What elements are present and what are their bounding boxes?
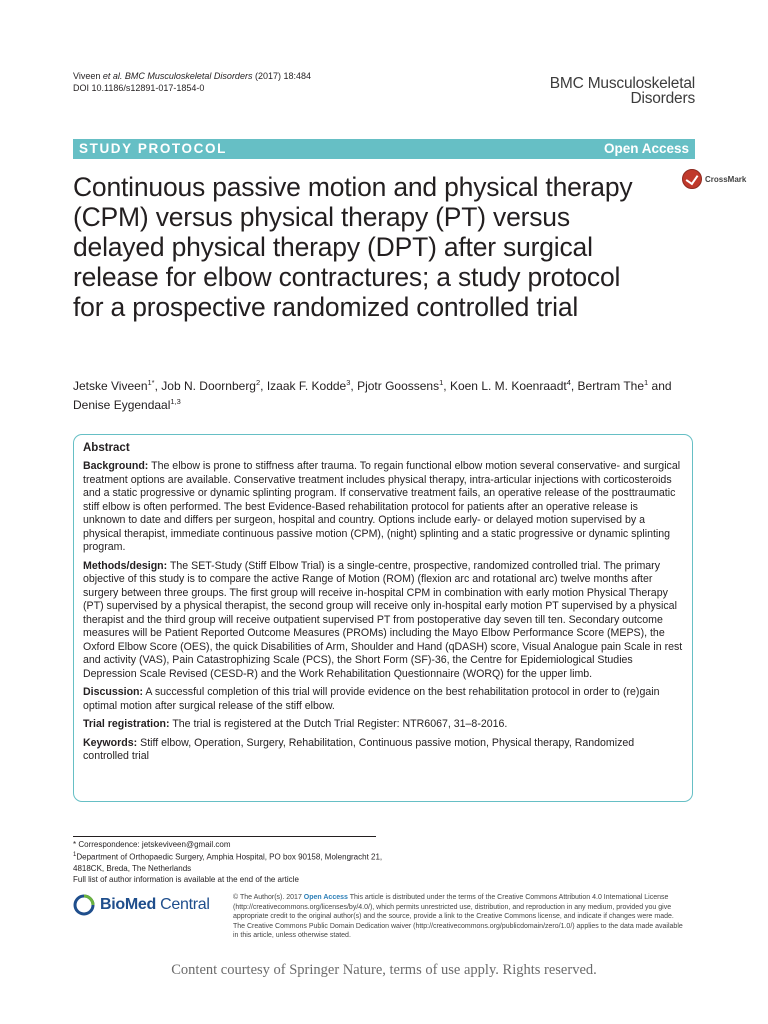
discussion-text: A successful completion of this trial will provide evidence on the best rehabilitation protocol in order to (re)gain optimal motion after surgical release of the stiff elbow. bbox=[83, 686, 660, 712]
biomed-central-icon bbox=[73, 894, 95, 916]
author-affiliation-sup: 1 bbox=[644, 378, 649, 387]
journal-name-line1: BMC Musculoskeletal bbox=[549, 75, 695, 92]
abstract-methods bbox=[83, 560, 683, 682]
methods-text: The SET-Study (Stiff Elbow Trial) is a single-centre, prospective, randomized controlled trial. The primary objective of this study is to compare the active Range of Motion (ROM) (flexion arc and rotational arc) twelve months after surgery between three groups. The first group will receive in-hospital CPM in combination with early motion Physical Therapy (PT) supervised by a physical therapist, the second group will receive only in-hospital early motion PT supervised by a physical therapist and the third group will receive outpatient supervised PT from postoperative day seven till ten. Secondary outcome measures will be Patient Reported Outcome Measures (PROMs) including the Mayo Elbow Performance Score (MEPS), the Oxford Elbow Score (OES), the quick Disabilities of Arm, Shoulder and Hand (qDASH) score, Visual Analogue pain Scale in rest and activity (VAS), Pain Catastrophizing Scale (PCS), the Short Form (SF)-36, the Centre for Epidemiological Studies Depression Scale Revised (CESD-R) and the Work Rehabilitation Questionnaire (WORQ) for the upper limb. bbox=[83, 559, 683, 680]
background-text: The elbow is prone to stiffness after trauma. To regain functional elbow motion several conservative- and surgical treatment options are available. Conservative treatment includes physical therapy, intra-articular injections with corticosteroids and a static progressive or dynamic splinting program. If conservative treatment fails, an operative release of the posttraumatic stiff elbow is often performed. The best Evidence-Based rehabilitation protocol for patients after an operative release is unknown to date and differs per surgeon, hospital and country. Options include early- or delayed motion supervised by a physical therapist, immediate continuous passive motion (CPM), (night) splinting and a static progressive or dynamic splinting program. bbox=[83, 460, 681, 553]
doi[interactable]: DOI 10.1186/s12891-017-1854-0 bbox=[73, 83, 205, 93]
methods-label: Methods/design: bbox=[83, 559, 168, 572]
registration-text: The trial is registered at the Dutch Trial Register: NTR6067, 31–8-2016. bbox=[172, 718, 508, 730]
courtesy-footer: Content courtesy of Springer Nature, terms of use apply. Rights reserved. bbox=[171, 962, 597, 978]
footnotes bbox=[73, 839, 393, 885]
journal-logo bbox=[550, 76, 695, 106]
article-title: Continuous passive motion and physical therapy (CPM) versus physical therapy (PT) versus delayed physical therapy (DPT) after surgical release for elbow contractures; a study protocol for a prospective randomized controlled trial bbox=[73, 172, 633, 322]
affiliation-note bbox=[73, 850, 393, 874]
license-prefix: © The Author(s). 2017 bbox=[233, 894, 304, 901]
keywords-label: Keywords: bbox=[83, 736, 138, 749]
article-type-banner bbox=[73, 139, 695, 159]
crossmark-label: CrossMark bbox=[705, 174, 747, 184]
author-separator: , bbox=[443, 379, 450, 393]
abstract-discussion bbox=[83, 686, 683, 713]
license-open-access: Open Access bbox=[303, 894, 348, 901]
author-affiliation-sup: 2 bbox=[255, 378, 261, 387]
open-access-label: Open Access bbox=[603, 141, 689, 156]
author-name[interactable]: Denise Eygendaal bbox=[73, 398, 171, 412]
keywords-text: Stiff elbow, Operation, Surgery, Rehabilitation, Continuous passive motion, Physical therapy, Randomized controlled trial bbox=[83, 736, 635, 762]
footnote-divider bbox=[73, 836, 376, 837]
abstract-registration bbox=[83, 718, 683, 732]
author-affiliation-sup: 3 bbox=[346, 378, 351, 387]
author-name[interactable]: Jetske Viveen bbox=[73, 379, 148, 393]
author-separator: , bbox=[350, 379, 358, 393]
crossmark-icon bbox=[682, 169, 702, 189]
correspondence-note[interactable]: * Correspondence: jetskeviveen@gmail.com bbox=[73, 840, 231, 849]
license-statement bbox=[233, 893, 685, 941]
citation-year-volume: (2017) 18:484 bbox=[254, 71, 312, 81]
author-affiliation-sup: 4 bbox=[566, 378, 571, 387]
affiliation-text: Department of Orthopaedic Surgery, Amphia Hospital, PO box 90158, Molengracht 21, 4818CK, Breda, The Netherlands bbox=[73, 852, 383, 873]
article-type-label: STUDY PROTOCOL bbox=[79, 141, 227, 156]
journal-name-line2: Disorders bbox=[630, 90, 695, 107]
abstract-heading: Abstract bbox=[83, 442, 130, 454]
background-label: Background: bbox=[83, 460, 149, 472]
author-affiliation-sup: 1,3 bbox=[170, 397, 181, 406]
biomed-central-logo bbox=[73, 894, 210, 916]
logo-bold-text: BioMed bbox=[100, 896, 156, 913]
citation-etal: et al. bbox=[102, 71, 123, 81]
author-separator: and bbox=[648, 379, 672, 393]
citation-journal: BMC Musculoskeletal Disorders bbox=[124, 71, 253, 81]
license-text: This article is distributed under the terms of the Creative Commons Attribution 4.0 International License (http://creativecommons.org/licenses/by/4.0/), which permits unrestricted use, distribution, and reproduction in any medium, provided you give appropriate credit to the original author(s) and the source, provide a link to the Creative Commons license, and indicate if changes were made. The Creative Commons Public Domain Dedication waiver (http://creativecommons.org/publicdomain/zero/1.0/) applies to the data made available in this article, unless otherwise stated. bbox=[233, 894, 683, 940]
author-name[interactable]: Izaak F. Kodde bbox=[266, 379, 347, 393]
author-name[interactable]: Bertram The bbox=[577, 379, 645, 393]
crossmark-badge[interactable] bbox=[682, 169, 746, 189]
abstract-box bbox=[73, 434, 693, 802]
affiliation-sup: 1 bbox=[73, 852, 77, 858]
logo-regular-text: Central bbox=[155, 896, 210, 913]
discussion-label: Discussion: bbox=[83, 686, 144, 698]
author-name[interactable]: Job N. Doornberg bbox=[161, 379, 256, 393]
author-separator: , bbox=[260, 379, 267, 393]
abstract-keywords bbox=[83, 737, 683, 764]
citation-line bbox=[73, 70, 311, 82]
citation-author: Viveen bbox=[73, 71, 101, 81]
abstract-background bbox=[83, 460, 683, 555]
citation-header bbox=[73, 70, 311, 94]
biomed-central-wordmark bbox=[100, 896, 210, 914]
author-affiliation-sup: 1 bbox=[439, 378, 444, 387]
author-separator: , bbox=[154, 379, 162, 393]
author-list bbox=[73, 375, 698, 413]
author-name[interactable]: Pjotr Goossens bbox=[357, 379, 440, 393]
author-separator: , bbox=[570, 379, 578, 393]
author-name[interactable]: Koen L. M. Koenraadt bbox=[449, 379, 567, 393]
registration-label: Trial registration: bbox=[83, 718, 170, 730]
author-affiliation-sup: 1* bbox=[147, 378, 155, 387]
full-author-info-note: Full list of author information is available at the end of the article bbox=[73, 874, 299, 884]
